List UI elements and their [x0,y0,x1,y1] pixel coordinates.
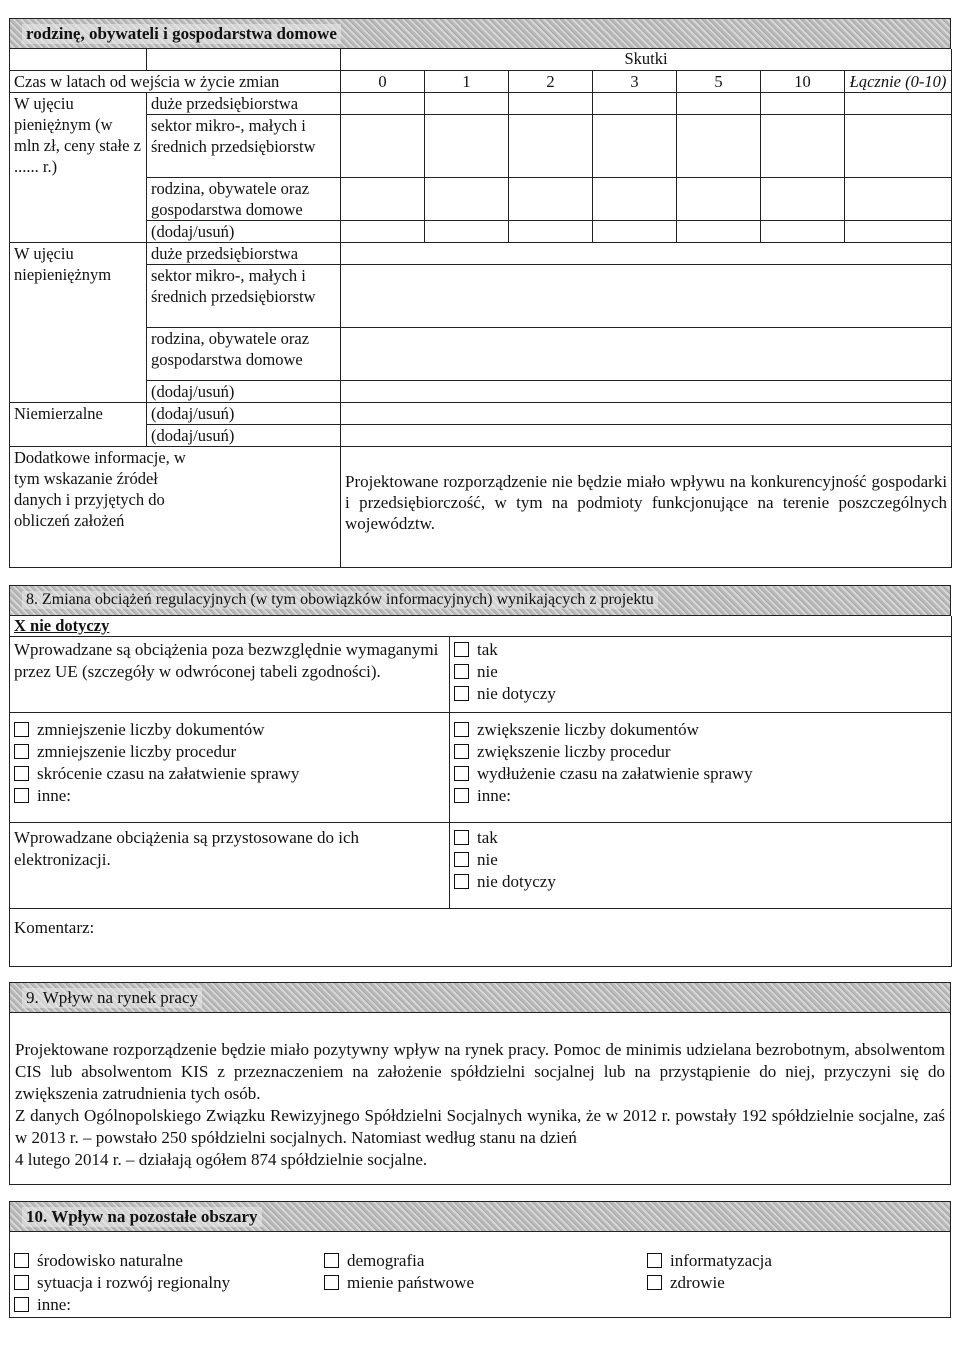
checkbox-icon[interactable] [324,1275,339,1290]
section-7-title: rodzinę, obywateli i gospodarstwa domowe [22,24,341,44]
comment-field[interactable]: Komentarz: [10,908,952,966]
document-page [9,18,951,1318]
section-8-title: 8. Zmiana obciążeń regulacyjnych (w tym obowiązków informacyjnych) wynikających z projektu [22,591,658,609]
additional-info-text: Projektowane rozporządzenie nie będzie miało wpływu na konkurencyjność gospodarki i przedsiębiorczość, w tym na podmioty funkcjonujące na terenie poszczególnych województw. [341,446,952,567]
checkbox-icon[interactable] [647,1253,662,1268]
checkbox-icon[interactable] [14,1275,29,1290]
checkbox-icon[interactable] [14,744,29,759]
other-areas-column-1 [14,1250,230,1316]
year-5: 5 [677,70,761,92]
other-areas-column-3 [647,1250,772,1294]
checkbox-icon[interactable] [454,830,469,845]
q2-option-na[interactable]: nie dotyczy [454,871,947,893]
health-option[interactable]: zdrowie [647,1272,772,1294]
non-monetary-sme: sektor mikro-, małych i średnich przedsiębiorstw [147,264,341,327]
increase-procedures-option[interactable]: zwiększenie liczby procedur [454,741,947,763]
impact-table [9,49,952,568]
section-7-header [9,18,951,49]
year-3: 3 [593,70,677,92]
monetary-households: rodzina, obywatele oraz gospodarstwa domowe [147,177,341,220]
checkbox-icon[interactable] [454,874,469,889]
monetary-large-enterprises: duże przedsiębiorstwa [147,92,341,114]
unmeasurable-add-remove-2[interactable]: (dodaj/usuń) [147,424,341,446]
unmeasurable-add-remove-1[interactable]: (dodaj/usuń) [147,402,341,424]
state-property-option[interactable]: mienie państwowe [324,1272,474,1294]
q2-option-yes[interactable]: tak [454,827,947,849]
year-2: 2 [509,70,593,92]
section-8-header [9,585,951,616]
monetary-label: W ujęciu pieniężnym (w mln zł, ceny stałe z ...... r.) [10,92,147,242]
checkbox-icon[interactable] [454,766,469,781]
year-total: Łącznie (0-10) [845,70,952,92]
section-9-header [9,982,951,1013]
electronization-question: Wprowadzane obciążenia są przystosowane do ich elektronizacji. [10,822,450,908]
checkbox-icon[interactable] [454,722,469,737]
section-10-header [9,1201,951,1232]
reduce-procedures-option[interactable]: zmniejszenie liczby procedur [14,741,445,763]
unmeasurable-label: Niemierzalne [10,402,147,446]
checkbox-icon[interactable] [454,788,469,803]
other-areas-other-option[interactable]: inne: [14,1294,230,1316]
labor-market-box [9,1013,951,1185]
q1-option-na[interactable]: nie dotyczy [454,683,947,705]
checkbox-icon[interactable] [454,686,469,701]
eu-requirements-question: Wprowadzane są obciążenia poza bezwzględnie wymaganymi przez UE (szczegóły w odwróconej tabeli zgodności). [10,636,450,712]
checkbox-icon[interactable] [454,744,469,759]
year-0: 0 [341,70,425,92]
section-8-table [9,616,952,967]
skutki-header: Skutki [341,49,952,70]
labor-market-paragraph-3: 4 lutego 2014 r. – działają ogółem 874 spółdzielnie socjalne. [15,1149,428,1169]
non-monetary-label: W ujęciu niepieniężnym [10,242,147,402]
other-left-option[interactable]: inne: [14,785,445,807]
checkbox-icon[interactable] [454,642,469,657]
other-right-option[interactable]: inne: [454,785,947,807]
additional-info-label: Dodatkowe informacje, w tym wskazanie źródeł danych i przyjętych do obliczeń założeń [10,446,341,567]
year-10: 10 [761,70,845,92]
non-monetary-large-enterprises: duże przedsiębiorstwa [147,242,341,264]
non-monetary-households: rodzina, obywatele oraz gospodarstwa domowe [147,327,341,380]
labor-market-paragraph-1: Projektowane rozporządzenie będzie miało pozytywny wpływ na rynek pracy. Pomoc de minimis udzielana bezrobotnym, absolwentom CIS lub absolwentom KIS z przeznaczeniem na założenie spółdzielni socjalnej lub na przystąpienie do niej, przyczyni się do zwiększenia zatrudnienia tych osób. [15,1039,945,1103]
checkbox-icon[interactable] [14,1297,29,1312]
other-areas-box [9,1232,951,1318]
environment-option[interactable]: środowisko naturalne [14,1250,230,1272]
monetary-sme: sektor mikro-, małych i średnich przedsiębiorstw [147,114,341,177]
checkbox-icon[interactable] [454,664,469,679]
checkbox-icon[interactable] [14,766,29,781]
section-9-title: 9. Wpływ na rynek pracy [22,988,202,1008]
non-monetary-add-remove[interactable]: (dodaj/usuń) [147,380,341,402]
computerization-option[interactable]: informatyzacja [647,1250,772,1272]
demography-option[interactable]: demografia [324,1250,474,1272]
q1-option-yes[interactable]: tak [454,639,947,661]
reduce-documents-option[interactable]: zmniejszenie liczby dokumentów [14,719,445,741]
years-row-label: Czas w latach od wejścia w życie zmian [10,70,341,92]
section-10-title: 10. Wpływ na pozostałe obszary [22,1207,262,1227]
checkbox-icon[interactable] [14,1253,29,1268]
not-applicable-mark: X nie dotyczy [10,616,952,637]
checkbox-icon[interactable] [14,722,29,737]
checkbox-icon[interactable] [324,1253,339,1268]
other-areas-column-2 [324,1250,474,1294]
checkbox-icon[interactable] [14,788,29,803]
labor-market-paragraph-2: Z danych Ogólnopolskiego Związku Rewizyjnego Spółdzielni Socjalnych wynika, że w 2012 r. powstały 192 spółdzielnie socjalne, zaś w 2013 r. – powstało 250 spółdzielni socjalnych. Natomiast według stanu na dzień [15,1105,945,1147]
year-1: 1 [425,70,509,92]
regional-development-option[interactable]: sytuacja i rozwój regionalny [14,1272,230,1294]
checkbox-icon[interactable] [647,1275,662,1290]
extend-time-option[interactable]: wydłużenie czasu na załatwienie sprawy [454,763,947,785]
q2-option-no[interactable]: nie [454,849,947,871]
shorten-time-option[interactable]: skrócenie czasu na załatwienie sprawy [14,763,445,785]
checkbox-icon[interactable] [454,852,469,867]
q1-option-no[interactable]: nie [454,661,947,683]
monetary-add-remove[interactable]: (dodaj/usuń) [147,220,341,242]
increase-documents-option[interactable]: zwiększenie liczby dokumentów [454,719,947,741]
